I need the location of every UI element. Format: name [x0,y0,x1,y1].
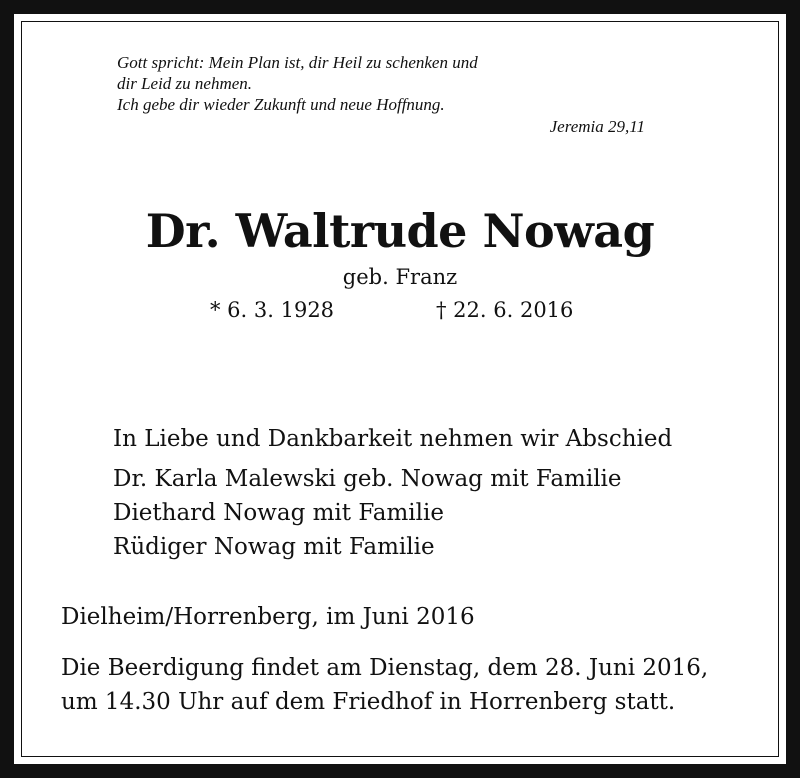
verse-reference: Jeremia 29,11 [549,117,645,136]
place-and-date: Dielheim/Horrenberg, im Juni 2016 [61,604,475,630]
death-date: † 22. 6. 2016 [436,298,574,322]
funeral-line-1: Die Beerdigung findet am Dienstag, dem 28. Juni 2016, [61,655,709,681]
birth-date: * 6. 3. 1928 [210,298,335,322]
notice-inner-frame [21,21,779,757]
verse-line-1: Gott spricht: Mein Plan ist, dir Heil zu schenken und [117,53,478,72]
birth-name: geb. Franz [342,265,458,289]
verse-line-2: dir Leid zu nehmen. [117,74,253,93]
mourner-name: Rüdiger Nowag mit Familie [113,534,435,560]
deceased-name: Dr. Waltrude Nowag [145,204,655,258]
farewell-intro: In Liebe und Dankbarkeit nehmen wir Abschied [113,426,673,452]
verse-line-3: Ich gebe dir wieder Zukunft und neue Hoffnung. [117,95,445,114]
mourner-name: Diethard Nowag mit Familie [113,500,444,526]
mourner-name: Dr. Karla Malewski geb. Nowag mit Familie [113,466,622,492]
funeral-line-2: um 14.30 Uhr auf dem Friedhof in Horrenberg statt. [61,689,676,715]
